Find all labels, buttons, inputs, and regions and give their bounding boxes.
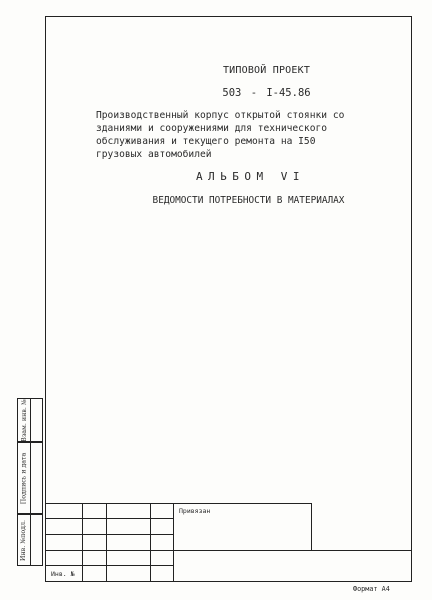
stamp-line xyxy=(106,503,107,581)
stamp-line xyxy=(46,565,173,566)
inv-label: Инв. № xyxy=(51,570,75,578)
stamp-line xyxy=(46,534,173,535)
stamp-line xyxy=(173,503,174,581)
description-line: Производственный корпус открытой стоянки со xyxy=(96,110,345,121)
album-subject: ВЕДОМОСТИ ПОТРЕБНОСТИ В МАТЕРИАЛАХ xyxy=(152,195,345,206)
project-description xyxy=(96,109,344,161)
margin-replaced-inv: Взам. инв. № xyxy=(20,398,28,442)
album-title: АЛЬБОМ VI xyxy=(195,170,306,183)
sheet-format: Формат А4 xyxy=(353,585,390,593)
stamp-line xyxy=(311,503,312,550)
title-block xyxy=(46,503,411,581)
margin-strip xyxy=(17,398,43,566)
stamp-line xyxy=(46,550,411,551)
margin-cell-signature xyxy=(17,442,43,514)
project-type: ТИПОВОЙ ПРОЕКТ xyxy=(222,65,311,76)
description-line: обслуживания и текущего ремонта на I50 xyxy=(96,136,316,147)
margin-inv-original: Инв. №подл. xyxy=(20,519,28,561)
margin-cell-inv-original xyxy=(17,514,43,566)
drawing-frame xyxy=(45,16,412,582)
margin-cell-replaced-inv xyxy=(17,398,43,442)
binding-label: Привязан xyxy=(179,507,211,515)
project-code: 503 - I-45.86 xyxy=(222,87,311,99)
stamp-line xyxy=(150,503,151,581)
stamp-line xyxy=(46,518,173,519)
stamp-line xyxy=(82,503,83,581)
stamp-line xyxy=(46,503,311,504)
description-line: зданиями и сооружениями для технического xyxy=(96,123,328,134)
margin-signature-date: Подпись и дата xyxy=(20,452,28,504)
description-line: грузовых автомобилей xyxy=(96,149,212,160)
